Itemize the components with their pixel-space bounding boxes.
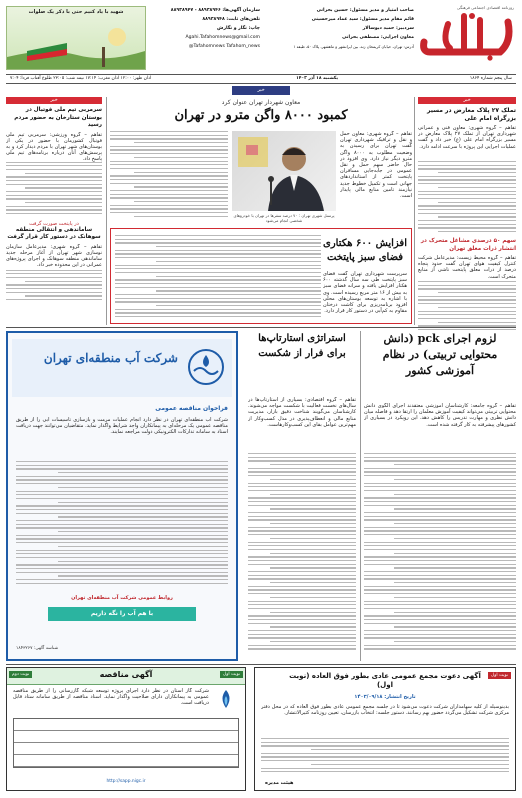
- contact-block: [150, 6, 260, 68]
- left-item1-title: سرمربی تیم ملی فوتبال در بوستان ستارخان به حضور مردم رسید: [14, 107, 102, 128]
- tagline: روزنامه اقتصادی اجتماعی فرهنگی: [456, 5, 514, 10]
- official-portrait-icon: [232, 131, 336, 211]
- staff-line: معاون اجرایی: مصطفی بحرانی: [342, 35, 414, 40]
- contact-line: سازمان آگهی‌ها: ۸۸۹۳۸۹۴۶ - ۸۸۹۳۸۹۴۷: [170, 8, 260, 13]
- column-rule: [414, 97, 415, 325]
- right-item1-filler: [418, 161, 516, 235]
- meeting-date: تاریخ انتشار: ۱۴۰۳/۰۹/۱۸: [354, 694, 416, 700]
- main-story: [110, 99, 412, 225]
- pck-headline: لزوم اجرای pck (دانش محتوایی تربیتی) در نظام آموزشی کشور: [382, 332, 498, 377]
- green-body-filler: [115, 235, 321, 321]
- staff-line: آدرس: تهران، خیابان کریمخان زند، بین ایرانشهر و ماهشهر، پلاک ۵۰، طبقه ۱: [293, 44, 414, 49]
- right-item2-title: سهم ۵۰ درصدی مشاغل متحرک در انتشار ذرات معلق تهران: [420, 238, 516, 252]
- gas-body: شرکت گاز استان در نظر دارد اجرای پروژه توسعه شبکه گازرسانی را از طریق مناقصه عمومی به پیمانکاران دارای صلاحیت واگذار نماید. اسناد مناقصه از طریق سامانه ستاد قابل دریافت است.: [13, 688, 209, 707]
- left-column-label: خبر: [6, 97, 102, 104]
- contact-line: تلفن‌های ثابت: ۸۸۹۳۸۹۴۸: [202, 17, 260, 22]
- left-item1-filler: [6, 162, 102, 218]
- gas-company-logo-icon: [213, 688, 239, 710]
- meeting-title: آگهی دعوت مجمع عمومی عادی بطور فوق العاده (نوبت اول): [289, 672, 481, 689]
- masthead-ad: [6, 6, 146, 70]
- meeting-ad: [254, 667, 516, 791]
- left-item1-body: تفاهم – گروه ورزشی: سرمربی تیم ملی فوتبال کشورمان با حضور در یکی از بوستان‌های شهر تهران با مردم دیدار کرد و به پرسش‌های آنان درباره برنامه‌های تیم ملی پاسخ داد.: [6, 131, 102, 162]
- masthead: [0, 0, 522, 97]
- contact-line: چاپ: نگار و نگارش: [216, 26, 260, 31]
- right-item1-title: تملک ۲۷ پلاک معارض در مسیر بزرگراه امام علی: [426, 107, 516, 122]
- water-body: شرکت آب منطقه‌ای تهران در نظر دارد انجام عملیات مرمت و بازسازی تاسیسات آبی را از طریق مناقصه عمومی یک مرحله‌ای به پیمانکاران واجد شرایط واگذار نماید. متقاضیان می‌توانند جهت دریافت اسناد به سامانه تدارکات الکترونیکی دولت مراجعه نمایند.: [16, 417, 228, 436]
- main-body-filler: [110, 131, 228, 223]
- pck-body-filler: [364, 453, 516, 653]
- meeting-body: بدینوسیله از کلیه سهامداران شرکت دعوت می‌شود تا در جلسه مجمع عمومی عادی بطور فوق العاده که در محل دفتر مرکزی شرکت تشکیل می‌گردد حضور بهم رسانند. دستور جلسه: انتخاب بازرسان، تعیین روزنامه کثیرالانتشار.: [261, 704, 509, 717]
- green-body: سرپرست شهرداری تهران گفت فضای سبز پایتخت طی سه سال گذشته ۶۰۰ هکتار افزایش یافته و سرانه فضای سبز به بیش از ۱۶ متر مربع رسیده است. وی با اشاره به توسعه بوستان‌های محلی افزود برنامه‌ریزی برای کاشت درختان مقاوم به کم‌آبی در دستور کار قرار دارد.: [323, 271, 407, 315]
- ad-caption: شهید با یاد کنیم حتی با ذکر یک صلوات: [28, 9, 124, 15]
- green-story-box: [110, 228, 412, 324]
- gas-ad-titlebar: [7, 668, 245, 685]
- main-body: تفاهم – گروه شهری: معاون حمل و نقل و ترافیک شهرداری تهران گفت تهران برای رسیدن به وضعیت مطلوب به ۸۰۰۰ واگن مترو دیگر نیاز دارد. وی افزود در حال حاضر سهم حمل و نقل عمومی در جابه‌جایی مسافران پایتخت کمتر از استانداردهای جهانی است و تکمیل خطوط جدید نیازمند تامین منابع مالی پایدار است.: [340, 131, 412, 200]
- gas-ad-title: آگهی مناقصه: [99, 670, 153, 679]
- right-column-label: خبر: [418, 97, 516, 104]
- right-item2-filler: [418, 281, 516, 333]
- section-divider: [6, 327, 516, 328]
- right-item1-body: تفاهم – گروه شهری: معاون فنی و عمرانی شهرداری تهران از تملک ۲۷ پلاک معارض در مسیر بزرگراه امام علی (ع) خبر داد و گفت عملیات اجرایی این پروژه با سرعت ادامه دارد.: [418, 125, 516, 150]
- gas-ad: [6, 667, 246, 791]
- gas-badge-left: نوبت دوم: [9, 671, 32, 678]
- left-item2-subtitle: ساماندهی و انتقالی منطقه سوهانک در دستور کار قرار گرفت: [7, 226, 101, 240]
- right-column: [418, 97, 516, 325]
- meeting-badge: نوبت اول: [488, 672, 511, 679]
- startup-body-filler: [248, 453, 356, 653]
- water-body-filler: [16, 461, 228, 591]
- section-tab: [232, 86, 290, 95]
- startup-story: [248, 331, 356, 661]
- staff-line: قائم مقام مدیر مسئول: سید عماد میرحسینی: [311, 17, 414, 22]
- newspaper-logo: [420, 12, 516, 62]
- startup-headline: استراتژی استارتاپ‌ها برای فرار از شکست: [258, 333, 346, 359]
- section-tab-label: خبر: [257, 87, 265, 93]
- water-footer: روابط عمومی شرکت آب منطقه‌ای تهران: [71, 595, 173, 601]
- gas-badge-right: نوبت اول: [220, 671, 243, 678]
- date-bar: [6, 74, 516, 84]
- gas-footer-url[interactable]: http://sapp.nigc.ir: [106, 779, 146, 784]
- column-rule: [360, 331, 361, 661]
- main-photo-caption: پرسنل شهری تهران : ۷۰ درصد سفرها در تهران با خودروهای شخصی انجام می‌شود: [233, 213, 335, 223]
- main-photo: [232, 131, 336, 211]
- right-item2-body: تفاهم – گروه محیط زیست: مدیرعامل شرکت کنترل کیفیت هوای تهران گفت حدود پنجاه درصد از ذرات معلق پایتخت ناشی از منابع متحرک است.: [418, 255, 516, 280]
- left-item2-title: در پایتخت صورت گرفت: [29, 220, 79, 227]
- water-company-logo-icon: [186, 347, 226, 387]
- issue-number: سال پنجم شماره ۱۸۶۴: [469, 76, 512, 81]
- water-company-name: شرکت آب منطقه‌ای تهران: [43, 351, 178, 365]
- email-line[interactable]: Agahi.Tafahomnews@gmail.com: [185, 35, 260, 40]
- left-item2-body: تفاهم – گروه شهری: مدیرعامل سازمان نوسازی شهر تهران از آغاز مرحله جدید ساماندهی منطقه سوهانک و اجرای پروژه‌های عمرانی در این محدوده خبر داد.: [6, 243, 102, 269]
- staff-line: صاحب امتیاز و مدیر مسئول: حسین بحرانی: [316, 8, 414, 13]
- meeting-body-filler: [261, 738, 509, 776]
- left-column: [6, 97, 102, 325]
- pck-story: [364, 331, 516, 661]
- left-item2-filler: [6, 270, 102, 304]
- gas-table: [13, 718, 239, 768]
- water-ad-header: [12, 339, 232, 397]
- social-line[interactable]: @Tafahomnews Tafahom_news: [188, 44, 260, 49]
- column-rule: [106, 97, 107, 325]
- pck-body: تفاهم – گروه جامعه: کارشناسان آموزشی معتقدند اجرای الگوی دانش محتوایی تربیتی می‌تواند کیفیت آموزش معلمان را ارتقا دهد و فاصله میان دانش نظری و مهارت تدریس را کاهش دهد. این رویکرد در بسیاری از کشورهای پیشرفته به کار گرفته شده است.: [364, 403, 516, 428]
- staff-block: [264, 6, 414, 68]
- issue-date: یکشنبه ۱۸ آذر ۱۴۰۳: [296, 76, 338, 81]
- water-ad: [6, 331, 238, 661]
- water-code: شناسه آگهی: ۱۸۴۳۲۶۷: [16, 646, 59, 651]
- meeting-footer: هیئت مدیره: [265, 780, 294, 786]
- water-slogan: با هم آب را نگه داریم: [48, 607, 196, 621]
- logo-block: [420, 6, 516, 64]
- section-divider: [6, 664, 516, 665]
- main-kicker: معاون شهردار تهران عنوان کرد: [221, 99, 301, 106]
- green-headline: افزایش ۶۰۰ هکتاری فضای سبز پایتخت: [323, 238, 407, 263]
- prayer-times: اذان ظهر: ۱۲:۰۰ اذان مغرب: ۱۷:۱۴ نیمه شب: ۲۳:۰۵ طلوع آفتاب فردا: ۷:۰۴: [10, 76, 152, 81]
- startup-body: تفاهم – گروه اقتصادی: بسیاری از استارتاپ‌ها در سال‌های نخست فعالیت با شکست مواجه می‌شوند. کارشناسان می‌گویند شناخت دقیق بازار، مدیریت منابع مالی و انعطاف‌پذیری در مدل کسب‌وکار از مهم‌ترین عوامل بقای این کسب‌وکارهاست.: [248, 397, 356, 428]
- main-headline: کمبود ۸۰۰۰ واگن مترو در تهران: [174, 108, 348, 123]
- water-notice-title: فراخوان مناقصه عمومی: [155, 405, 228, 412]
- staff-line: سردبیر: حمید دیوسالار: [362, 26, 414, 31]
- flag-illustration-icon: [7, 17, 145, 69]
